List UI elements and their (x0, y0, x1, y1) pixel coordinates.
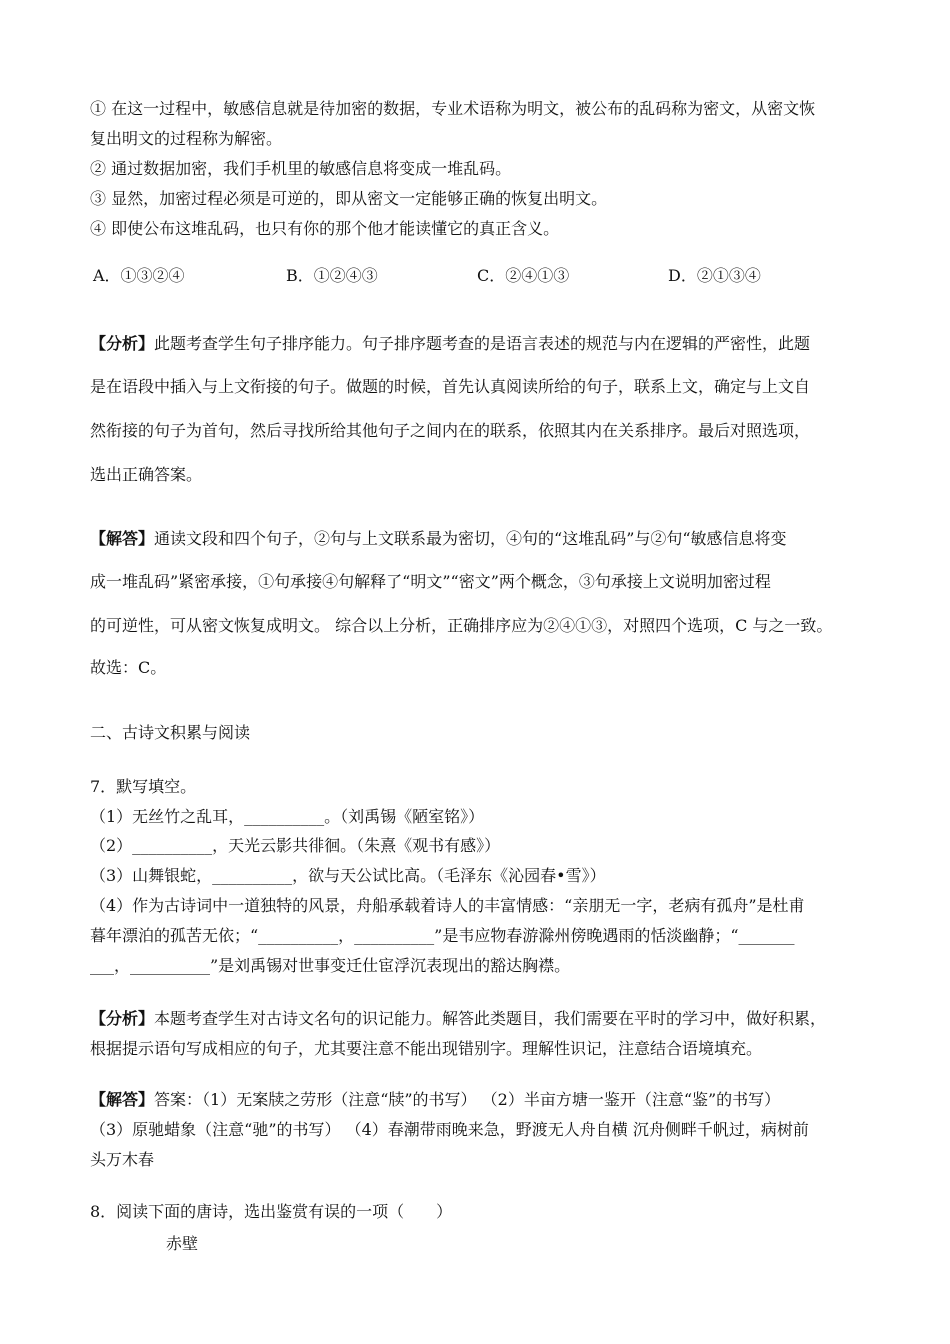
sentence-1: ① 在这一过程中，敏感信息就是待加密的数据，专业术语称为明文，被公布的乱码称为密文，从密文恢 (90, 99, 816, 118)
q7-item-2: （2）__________，天光云影共徘徊。（朱熹《观书有感》） (90, 836, 501, 855)
q7-answer-line-2: （3）原驰蜡象（注意“驰”的书写） （4）春潮带雨晚来急，野渡无人舟自横 沉舟侧畔千帆过，病树前 (90, 1120, 809, 1139)
q6-answer-line-4: 故选：C。 (90, 658, 167, 677)
option-b: B．①②④③ (286, 266, 378, 285)
q7-item-1: （1）无丝竹之乱耳，__________。（刘禹锡《陋室铭》） (90, 807, 485, 826)
q6-analysis-line-1: 【分析】此题考查学生句子排序能力。句子排序题考查的是语言表述的规范与内在逻辑的严密性，此题 (90, 334, 811, 353)
sentence-4: ④ 即使公布这堆乱码，也只有你的那个他才能读懂它的真正含义。 (90, 219, 560, 238)
analysis-tag: 【分析】 (90, 1009, 155, 1028)
option-a: A．①③②④ (93, 266, 185, 285)
analysis-tag: 【分析】 (90, 334, 155, 353)
option-c: C．②④①③ (477, 266, 570, 285)
q7-answer-line-1: 【解答】答案：（1）无案牍之劳形（注意“牍”的书写） （2）半亩方塘一鉴开（注意“鉴”的书写） (90, 1090, 781, 1109)
q6-answer-line-3: 的可逆性，可从密文恢复成明文。 综合以上分析，正确排序应为②④①③，对照四个选项，C 与之一致。 (90, 616, 833, 635)
q7-analysis-line-2: 根据提示语句写成相应的句子，尤其要注意不能出现错别字。理解性识记，注意结合语境填充。 (90, 1039, 763, 1058)
q6-answer-line-2: 成一堆乱码”紧密承接，①句承接④句解释了“明文”“密文”两个概念，③句承接上文说明加密过程 (90, 572, 771, 591)
q6-analysis-line-2: 是在语段中插入与上文衔接的句子。做题的时候，首先认真阅读所给的句子，联系上文，确定与上文自 (90, 377, 811, 396)
answer-tag: 【解答】 (90, 1090, 155, 1109)
q7-item-4-cont-2: ___，__________”是刘禹锡对世事变迁仕宦浮沉表现出的豁达胸襟。 (90, 956, 571, 975)
q8-question: 8．阅读下面的唐诗，选出鉴赏有误的一项（ ） (90, 1202, 453, 1221)
q7-analysis-line-1: 【分析】本题考查学生对古诗文名句的识记能力。解答此类题目，我们需要在平时的学习中，做好积累， (90, 1009, 827, 1028)
q7-item-3: （3）山舞银蛇，__________，欲与天公试比高。（毛泽东《沁园春•雪》） (90, 866, 606, 885)
sentence-1-cont: 复出明文的过程称为解密。 (90, 129, 283, 148)
q6-analysis-line-3: 然衔接的句子为首句，然后寻找所给其他句子之间内在的联系，依照其内在关系排序。最后对照选项， (90, 421, 811, 440)
option-d: D．②①③④ (668, 266, 761, 285)
q7-item-4-cont-1: 暮年漂泊的孤苦无依；“__________，__________”是韦应物春游滁州傍晚遇雨的恬淡幽静；“_______ (90, 926, 795, 945)
q7-title: 7．默写填空。 (90, 777, 197, 796)
sentence-3: ③ 显然，加密过程必须是可逆的，即从密文一定能够正确的恢复出明文。 (90, 189, 608, 208)
section-title: 二、古诗文积累与阅读 (90, 723, 251, 742)
q7-answer-line-3: 头万木春 (90, 1150, 155, 1169)
sentence-2: ② 通过数据加密，我们手机里的敏感信息将变成一堆乱码。 (90, 159, 512, 178)
answer-tag: 【解答】 (90, 529, 155, 548)
q6-analysis-line-4: 选出正确答案。 (90, 465, 203, 484)
poem-title: 赤壁 (166, 1234, 199, 1253)
q7-item-4: （4）作为古诗词中一道独特的风景，舟船承载着诗人的丰富情感：“亲朋无一字，老病有孤舟”是杜甫 (90, 896, 805, 915)
q6-answer-line-1: 【解答】通读文段和四个句子，②句与上文联系最为密切，④句的“这堆乱码”与②句“敏感信息将变 (90, 529, 787, 548)
